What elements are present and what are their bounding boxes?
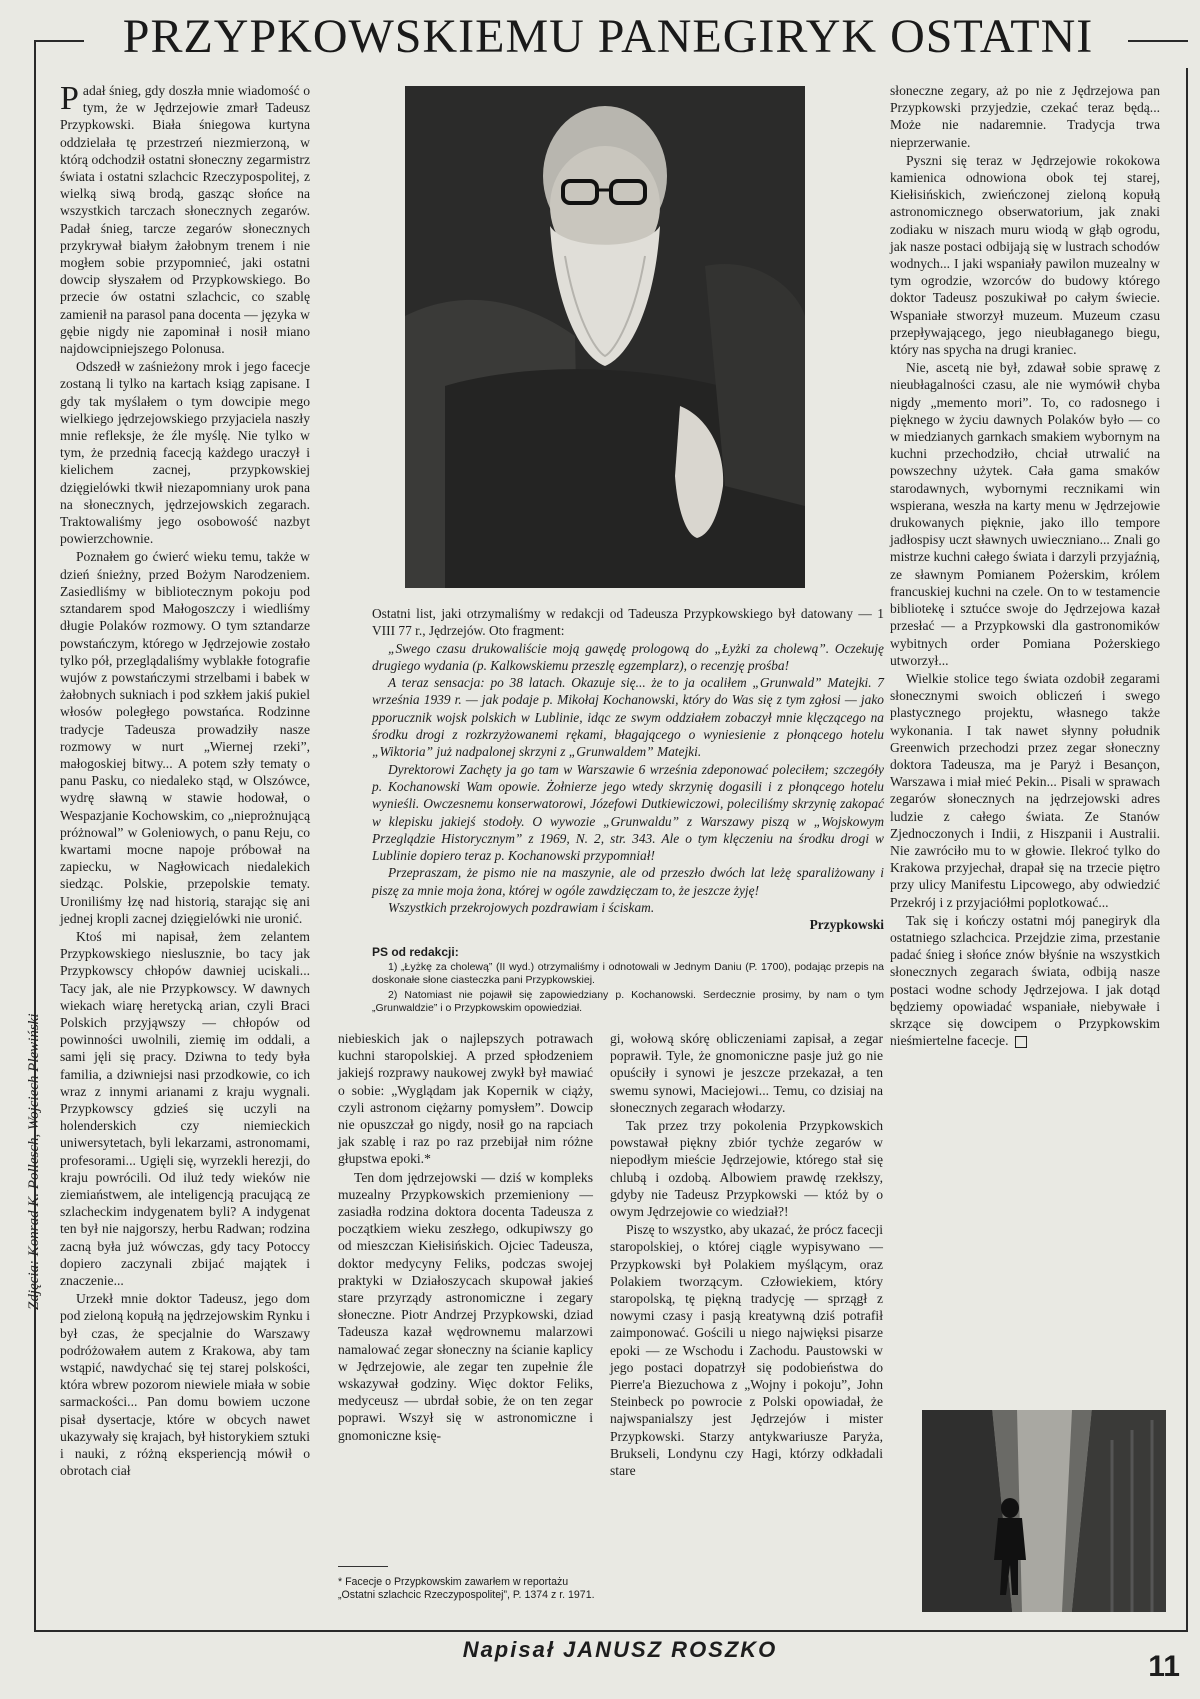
frame-rule-top-left [34,40,84,42]
headline: PRZYPKOWSKIEMU PANEGIRYK OSTATNI [122,10,1094,63]
end-of-article-mark [1015,1036,1027,1048]
article-column-2 [338,1030,593,1444]
photo-credit: Zdjęcia: Konrad K. Pollesch, Wojciech Plewiński [26,1013,42,1310]
drop-cap: P [60,80,79,117]
letter-paragraph: „Swego czasu drukowaliście moją gawędę prologową do „Łyżki za cholewą”. Oczekuję drugiego wydania (p. Kalkowskiemu przeszlę egzemplarz), o recenzję prośba! [372,640,884,673]
paragraph: Nie, ascetą nie był, zdawał sobie sprawę z nieubłagalności czasu, ale nie wymówił chyba nigdy „memento mori”. To, co radosnego i pięknego w życiu dawnych Polaków było — co w miedzianych garnkach smakiem wybornym na kuchni przechodziło, chciał utrwalić na powszechny użytek. Cała gama smaków starodawnych, wybornymi recznikami win wspierana, weszła na karty menu w Jędrzejowie drukowanych pięknie, jako illo tempore jadłospisy uczt sławnych uwieczniano... Znali go mistrze kuchni całego świata i darzyli przyjaźnią, ze sławnym Pomianem Pożerskim, królem francuskiej kuchni na czele. On to w testamencie bibliotekę i sztućce swoje do Jędrzejowa kazał przesłać — a Przypkowski dla gastronomików wybitnych order Pomiana Pożerskiego utworzył... [890,360,1160,668]
paragraph: niebieskich jak o najlepszych potrawach kuchni staropolskiej. A przed spłodzeniem jakiejś rozprawy naukowej zwykł był mawiać o sobie: „Wyglądam jak Kopernik w ciąży, czyli astronom ciężarny pomysłem”. Dowcip nie opuszczał go nigdy, nosił go na rapciach jak szablę i raz po raz przebijał nim różne głupstwa epoki.* [338,1031,593,1167]
footnote-rule [338,1566,388,1567]
letter-paragraph: Dyrektorowi Zachęty ja go tam w Warszawie 6 września zdeponować poleciłem; szczegóły p. Kochanowski Wam opowie. Żołnierze jego wtedy skrzynię dogasili i z płonącego hotelu wynieśli. Owczesnemu konserwatorowi, Józefowi Dutkiewiczowi, poleciliśmy skrzynię zakopać w klepisku jakiejś stodoły. O wywozie „Grunwaldu” z Warszawy piszą w „Wojskowym Przeglądzie Historycznym” z 1969, N. 2, str. 343. Ale o tym klęczeniu na środku drogi w Lublinie dopiero teraz p. Kochanowski przypomniał! [372,761,884,864]
paragraph: Urzekł mnie doktor Tadeusz, jego dom pod zieloną kopułą na jędrzejowskim Rynku i był czas, że specjalnie do Warszawy podróżowałem autem z Krakowa, aby tam wstąpić, nawdychać się tej starej polskości, która wbrew pozorom niewiele miała w sobie sarmackości... Pan domu bowiem uczone pisał dysertacje, które w obcych nawet ukazywały się krajach, był historykiem sztuki i nauki, z różną eksperiencją mówił o obrotach ciał [60,1291,310,1479]
letter-signature: Przypkowski [809,917,884,933]
ps-title: PS od redakcji: [372,944,459,959]
page-number: 11 [1148,1650,1180,1683]
paragraph-text: Tak się i kończy ostatni mój panegiryk dla ostatniego szlachcica. Przejdzie zima, przestanie padać śnieg i słońce znów błyśnie na wszystkich słonecznych zegarach świata, odbiją nasze postaci wodne schody Jędrzejowa. I jak dotąd będziemy opowiadać wspaniałe, niebywałe i skrzące się dowcipem o Przypkowskim nieśmiertelne facecje. [890,912,1160,1049]
footnote: * Facecje o Przypkowskim zawarłem w reportażu „Ostatni szlachcic Rzeczypospolitej”, P. 1374 z r. 1971. [338,1576,595,1601]
editorial-ps [372,946,884,1015]
paragraph: Odszedł w zaśnieżony mrok i jego facecje zostaną li tylko na kartach ksiąg zapisane. I gdy tak myślałem o tym dowcipie mego wielkiego jędrzejowskiego przyjaciela naszły mnie refleksje, że źle myślę. Nie tylko w tym, że przednią facecją każdego uraczył i kielichem zacnej, przypkowskiej dzięgielówki tkwił niezapomniany urok pana na słonecznych, jędrzejowskich zegarach. Traktowaliśmy jego osobowość nazbyt powierzchownie. [60,359,310,547]
letter-paragraph: Wszystkich przekrojowych pozdrawiam i ściskam. [388,900,655,916]
paragraph: gi, wołową skórę obliczeniami zapisał, a zegar poprawił. Tyle, że gnomoniczne pasje już go nie opuściły i synowi je jeszcze przekazał, a ten swemu synowi, Maciejowi... Temu, co dzisiaj na słonecznych zegarach włodarzy. [610,1031,883,1115]
paragraph: Ten dom jędrzejowski — dziś w kompleks muzealny Przypkowskich przemieniony — zasiadła rodzina doktora docenta Tadeusza z początkiem wieku zeszłego, odkupiwszy go od mieszczan Kiełisińskich. Ojciec Tadeusza, doktor medycyny Feliks, podczas swojej praktyki w Działoszycach skupował jakieś stare przyrządy astronomiczne i zegary słoneczne. Piotr Andrzej Przypkowski, dziad Tadeusza kazał wędrownemu malarzowi namalować zegar słoneczny na ścianie kaplicy w Jędrzejowie, ale zegar ten zupełnie źle wskazywał godziny. Więc doktor Feliks, medyceusz — ubrdał sobie, że on ten zegar poprawi. Wszył się w astronomiczne i gnomoniczne księ- [338,1169,593,1443]
paragraph: Tak przez trzy pokolenia Przypkowskich powstawał piękny zbiór tychże zegarów w niepodłym mieście Jędrzejowie, którego stał się chlubą i ozdobą. Albowiem prawdę rzekłszy, gdyby nie Tadeusz Przypkowski — któż by o owym Jędrzejowie co wiedział?! [610,1118,883,1220]
article-column-4 [890,82,1160,1049]
ps-item: 2) Natomiast nie pojawił się zapowiedziany p. Kochanowski. Serdecznie prosimy, by nam o tym „Grunwaldzie” i o Przypkowskim opowiedział. [372,988,884,1014]
caption-intro: Ostatni list, jaki otrzymaliśmy w redakcji od Tadeusza Przypkowskiego był datowany — 1 VIII 77 r., Jędrzejów. Oto fragment: [372,606,884,639]
frame-rule-right [1186,68,1188,1630]
letter-paragraph: Przepraszam, że pismo nie na maszynie, ale od przeszło dwóch lat leżę sparaliżowany i piszę za mnie moja żona, której w ogóle zawdzięczam to, że jeszcze żyję! [372,865,884,898]
paragraph [890,912,1160,1050]
article-column-1 [60,82,310,1479]
paragraph: Pyszni się teraz w Jędrzejowie rokokowa kamienica odnowiona obok tej starej, Kiełisińskich, zwieńczonej zieloną kopułą astronomicznego obserwatorium, jak znaki zodiaku w niszach muru wiodą w głąb ogrodu, jak nasze postaci odbijają się w lustrach schodów wodnych... I jaki wspaniały pawilon muzealny w tym ogrodzie, wzorców do budowy którego doktor Tadeusz poszukiwał po całym świecie. Wspaniałe stworzył muzeum. Muzeum czasu przepływającego, jego nieubłaganego biegu, który nas spycha na drugi kraniec. [890,152,1160,358]
portrait-photo [405,86,805,588]
paragraph: Wielkie stolice tego świata ozdobił zegarami słonecznymi swoich obliczeń i swego plastycznego projektu, własnego także wykonania. I tak nawet słynny południk Greenwich przechodzi przez zegar słoneczny doktora Tadeusza, ma je Paryż i Besançon, Warszawa i miał mieć Pekin... Pisali w sprawach zegarów słonecznych na jędrzejowski adres ludzie z całego świata. Ze Stanów Zjednoczonych i Indii, z Hiszpanii i Australii. Nie zawróciło mu to w głowie. Ilekroć tylko do Krakowa przyjechał, drapał się na trzecie piętro przy ulicy Manifestu Lipcowego, aby odwiedzić Przekrój i z przyjaciółmi poplotkować... [890,670,1160,910]
paragraph: Ktoś mi napisał, żem zelantem Przypkowskiego nieslusznie, bo tacy jak Przypkowscy chłopów dawniej uciskali... Tacy jak, ale nie Przypkowscy. W dawnych wiekach wiarę heretycką arian, czyli Braci Polskich przyjąwszy — chłopów od powinności uwolnili, ziemię im oddali, a sami jęli się pracy. Dziwna to tedy była familia, a dziwniejsi nasi przodkowie, co ich wraz z innymi arianami z kraju wygnali. Przypkowscy gdzieś się uczyli na holenderskich czy niemieckich uniwersytetach, byli lekarzami, astronomami, profesorami... Ugięli się, wyrzekli herezji, do kraju powrócili. Od iluż tedy wieków nie ziemiaństwem, ale inteligencją pracującą ze szlacheckim indygenatem byli? A indygenat ten był nie najgorszy, herbu Radwan; rodzina zacną była już wówczas, gdy tacy Potoccy dopiero zaczynali zbijać majątek i znaczenie... [60,928,310,1289]
corridor-photo [922,1410,1166,1612]
frame-rule-bottom [34,1630,1188,1632]
article-column-3 [610,1030,883,1479]
letter-paragraph: A teraz sensacja: po 38 latach. Okazuje się... że to ja ocaliłem „Grunwald” Matejki. 7 września 1939 r. — jak podaje p. Mikołaj Kochanowski, który do Was się z tym zgłosi — jako pporucznik wojsk polskich w Lublinie, idąc ze swym oddziałem zobaczył mnie klęczącego na środku drogi z rozkrzyżowanemi rękami, błagającego o wyniesienie z płonącego hotelu „Wiktoria” już nadpalonej skrzyni z „Grunwaldem” Matejki. [372,675,884,760]
photo-caption-letter [372,605,884,1015]
paragraph: słoneczne zegary, aż po nie z Jędrzejowa pan Przypkowski przyjedzie, czekać teraz będą... Może nie nadaremnie. Tradycja trwa nieprzerwanie. [890,83,1160,150]
paragraph [60,82,310,357]
paragraph: Piszę to wszystko, aby ukazać, że prócz facecji staropolskiej, o której ciągle wypisywano — Przypkowski był Polakiem myślącym, oraz Polakiem tworzącym. Człowiekiem, który staropolską, tę piękną tradycję — sprzągł z nowymi czasy i pasją kreatywną dziś potrafił zaimponować. Gościli u niego najwięksi pisarze epoki — ze Wschodu i Zachodu. Paustowski w jego postaci dopatrzył się podobieństwa do Pierre'a Biezuchowa z „Wojny i pokoju”, John Steinbeck po powrocie z Polski opowiadał, że najwspanialszy jest Jędrzejów i mister Przypkowski. Starzy antykwariusze Paryża, Brukseli, Londynu czy Hagi, którzy odkładali stare [610,1222,883,1479]
byline: Napisał JANUSZ ROSZKO [462,1637,778,1662]
ps-item: 1) „Łyżkę za cholewą” (II wyd.) otrzymaliśmy i odnotowali w Jednym Daniu (P. 1700), podając przepis na doskonałe słone ciasteczka pani Przypkowskiej. [372,960,884,986]
paragraph: Poznałem go ćwierć wieku temu, także w dzień śnieżny, przed Bożym Narodzeniem. Zasiedliśmy w bibliotecznym pokoju pod sztandarem spod Małogoszczy i wiedliśmy długie Polaków rozmowy. O tym sztandarze powstańczym, którego w Jędrzejowie zostało tylko pół, przeglądaliśmy wyblakłe fotografie wujów z powstańczymi strzelbami i babek w żałobnych sukniach i pod szkłem jakiś pukiel włosów poległego powstańca. Rodzinne tradycje Tadeusza prowadziły nasze rozmowy w nurt „Wiernej rzeki”, małogoskiej bitwy... A potem szły tematy o panu Pasku, co niedaleko stąd, w Olszówce, wydrę sławną w stawie hodował, o Wespazjanie Kochowskim, co „nieprożnującą próżnowal” w Goleniowych, o panu Reju, co kwartami mocne napoje próbował na zapiecku, w Nagłowicach niedalekich siedząc. Polskie, przepolskie tematy. Uroniliśmy łzę nad historią, starając się ani jednej kropli zacnej dzięgielówki nie uronić. [60,549,310,926]
paragraph-text: adał śnieg, gdy doszła mnie wiadomość o tym, że w Jędrzejowie zmarł Tadeusz Przypkowski. Biała śniegowa kurtyna oddzielała tę przestrzeń niezmierzoną, w którą odchodził ostatni słoneczny zegarmistrz świata i ostatni szlachcic Rzeczypospolitej, z wielką siwą brodą, gasząc słońce na wszystkich tarczach słonecznych zegarów. Padał śnieg, tarcze zegarów słonecznych przykrywał białym żałobnym trenem i nie mogłem sobie przypomnieć, jaki ostatni dowcip słyszałem od Przypkowskiego. Bo przecie ów ostatni szlachcic, co szablę zamienił na parasol pana docenta — języka w gębie nigdy nie zapominał i nosił miano najdowcipniejszego Polonusa. [60,83,310,357]
frame-rule-top-right [1128,40,1188,42]
